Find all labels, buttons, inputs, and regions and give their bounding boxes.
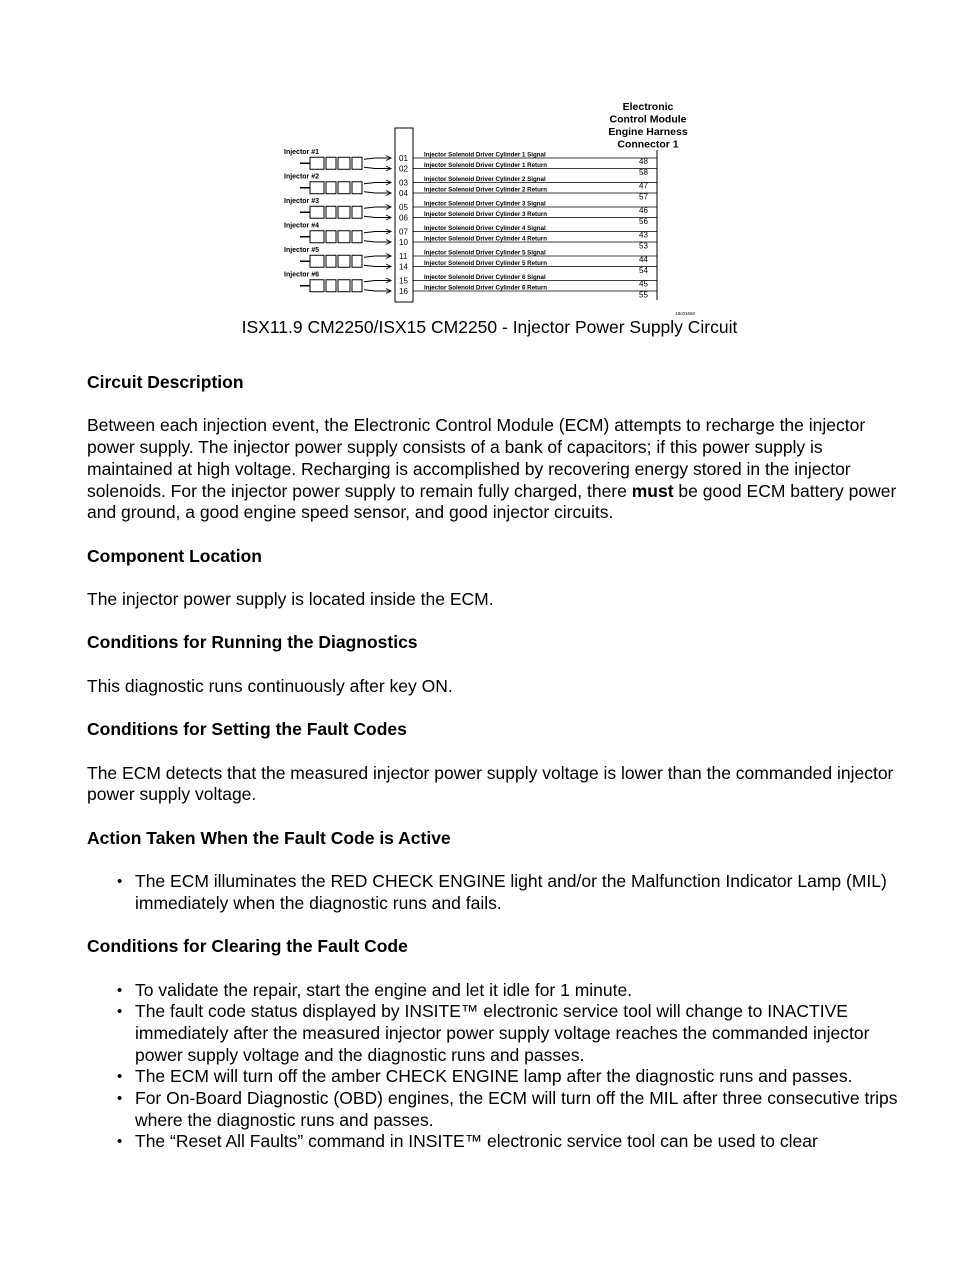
ecm-pin-number: 43 (639, 230, 648, 240)
harness-pin-number: 15 (399, 276, 408, 286)
ecm-pin-number: 47 (639, 181, 648, 191)
ecm-pin-number: 48 (639, 157, 648, 166)
heading-conditions-running: Conditions for Running the Diagnostics (87, 632, 418, 653)
injector-label: Injector #6 (284, 271, 320, 279)
list-item: • The “Reset All Faults” command in INSITE™ electronic service tool can be used to clear (135, 1131, 902, 1153)
harness-pin-number: 05 (399, 203, 408, 212)
injector-plug (310, 206, 324, 218)
return-arrow (375, 166, 391, 171)
injector-wire (364, 183, 375, 194)
injector-wire (364, 256, 375, 267)
injector-plug (326, 206, 336, 218)
return-arrow (375, 264, 391, 269)
injector-plug (310, 182, 324, 194)
harness-pin-number: 11 (399, 252, 408, 261)
signal-arrow (375, 229, 391, 234)
ecm-pin-number: 57 (639, 192, 648, 202)
injector-plug (326, 182, 336, 194)
injector-plug (326, 157, 336, 169)
return-label: Injector Solenoid Driver Cylinder 5 Return (424, 260, 548, 267)
emphasis-must: must (631, 480, 674, 501)
signal-label: Injector Solenoid Driver Cylinder 3 Signal (424, 200, 546, 208)
signal-label: Injector Solenoid Driver Cylinder 4 Signal (424, 225, 546, 232)
conditions-setting-text: The ECM detects that the measured injector power supply voltage is lower than the commanded injector power supply voltage. (87, 762, 894, 805)
signal-label: Injector Solenoid Driver Cylinder 2 Signal (424, 176, 546, 183)
harness-pin-number: 10 (399, 238, 408, 247)
injector-plug (326, 255, 336, 267)
list-item: • The ECM will turn off the amber CHECK ENGINE lamp after the diagnostic runs and passes. (135, 1066, 902, 1088)
ecm-pin-number: 44 (639, 255, 648, 264)
injector-plug (352, 182, 362, 194)
signal-arrow (375, 278, 391, 283)
circuit-description-text: Between each injection event, the Electronic Control Module (ECM) attempts to recharge the injector power supply. The injector power supply consists of a bank of capacitors; if this power supply is maintained at high voltage. Recharging is accomplished by recovering energy stored in the injector solenoids. For the injector power supply to remain fully charged, there must be good ECM battery power and ground, a good engine speed sensor, and good injector circuits. (87, 415, 897, 523)
document-body (87, 372, 902, 1153)
injector-plug (338, 182, 350, 194)
ecm-pin-number: 46 (639, 206, 648, 215)
injector-plug (310, 280, 324, 292)
injector-plug (338, 255, 350, 267)
signal-label: Injector Solenoid Driver Cylinder 1 Signal (424, 151, 546, 159)
harness-pin-number: 04 (399, 189, 408, 198)
injector-wire (364, 158, 375, 169)
list-item: • The fault code status displayed by INSITE™ electronic service tool will change to INACTIVE immediately after the measured injector power supply voltage reaches the commanded injector power supply voltage and the diagnostic runs and passes. (135, 1001, 902, 1066)
injector-plug (352, 255, 362, 267)
injector-plug (338, 157, 350, 169)
signal-arrow (375, 156, 391, 161)
signal-label: Injector Solenoid Driver Cylinder 6 Signal (424, 274, 546, 281)
ecm-header-line: Connector 1 (617, 138, 679, 151)
signal-arrow (375, 205, 391, 210)
list-item: • The ECM illuminates the RED CHECK ENGINE light and/or the Malfunction Indicator Lamp (MIL) immediately when the diagnostic runs and fails. (135, 871, 902, 914)
ecm-header-line: Electronic (622, 101, 674, 113)
return-label: Injector Solenoid Driver Cylinder 6 Return (424, 284, 548, 292)
injector-plug (310, 231, 324, 243)
harness-pin-number: 06 (399, 213, 408, 223)
heading-conditions-clearing: Conditions for Clearing the Fault Code (87, 936, 408, 957)
return-label: Injector Solenoid Driver Cylinder 1 Return (424, 162, 548, 169)
injector-plug (326, 280, 336, 292)
list-item: • To validate the repair, start the engine and let it idle for 1 minute. (135, 980, 902, 1002)
figure-code: 18c01660 (675, 311, 695, 316)
injector-plug (352, 231, 362, 243)
signal-label: Injector Solenoid Driver Cylinder 5 Signal (424, 249, 546, 257)
signal-arrow (375, 180, 391, 185)
heading-component-location: Component Location (87, 545, 262, 566)
conditions-running-text: This diagnostic runs continuously after key ON. (87, 675, 453, 696)
return-label: Injector Solenoid Driver Cylinder 3 Return (424, 211, 548, 218)
injector-circuit-diagram (270, 95, 710, 317)
harness-pin-number: 07 (399, 227, 408, 237)
return-label: Injector Solenoid Driver Cylinder 2 Return (424, 186, 548, 194)
injector-plug (352, 157, 362, 169)
injector-plug (338, 206, 350, 218)
conditions-clearing-list (87, 980, 902, 1154)
harness-pin-number: 14 (399, 262, 408, 272)
ecm-header-line: Control Module (609, 113, 687, 126)
injector-plug (310, 255, 324, 267)
ecm-header-line: Engine Harness (608, 126, 688, 138)
injector-plug (352, 206, 362, 218)
ecm-pin-number: 45 (639, 279, 648, 289)
heading-conditions-setting: Conditions for Setting the Fault Codes (87, 719, 407, 740)
signal-arrow (375, 254, 391, 259)
heading-circuit-description: Circuit Description (87, 372, 244, 392)
return-arrow (375, 240, 391, 245)
injector-label: Injector #2 (284, 173, 320, 181)
injector-label: Injector #3 (284, 198, 320, 205)
injector-label: Injector #4 (284, 222, 320, 230)
figure-caption: ISX11.9 CM2250/ISX15 CM2250 - Injector Power Supply Circuit (241, 317, 738, 337)
harness-pin-number: 02 (399, 164, 408, 174)
return-arrow (375, 215, 391, 220)
action-taken-list (87, 871, 902, 914)
list-item: • For On-Board Diagnostic (OBD) engines, the ECM will turn off the MIL after three consecutive trips where the diagnostic runs and passes. (135, 1088, 902, 1131)
ecm-pin-number: 55 (639, 290, 648, 300)
return-arrow (375, 191, 391, 196)
injector-plug (338, 231, 350, 243)
ecm-pin-number: 54 (639, 266, 648, 275)
injector-plug (310, 157, 324, 169)
harness-pin-number: 01 (399, 154, 408, 163)
component-location-text: The injector power supply is located inside the ECM. (87, 588, 494, 609)
injector-label: Injector #1 (284, 149, 320, 156)
injector-plug (352, 280, 362, 292)
return-label: Injector Solenoid Driver Cylinder 4 Return (424, 235, 548, 243)
ecm-pin-number: 53 (639, 241, 648, 251)
injector-wire (364, 232, 375, 243)
injector-label: Injector #5 (284, 247, 320, 254)
harness-pin-number: 03 (399, 178, 408, 188)
injector-wire (364, 207, 375, 218)
ecm-pin-number: 56 (639, 217, 648, 226)
injector-plug (326, 231, 336, 243)
harness-pin-number: 16 (399, 287, 408, 296)
ecm-pin-number: 58 (639, 168, 648, 177)
heading-action-taken: Action Taken When the Fault Code is Active (87, 827, 451, 848)
return-arrow (375, 289, 391, 294)
injector-wire (364, 281, 375, 292)
injector-plug (338, 280, 350, 292)
